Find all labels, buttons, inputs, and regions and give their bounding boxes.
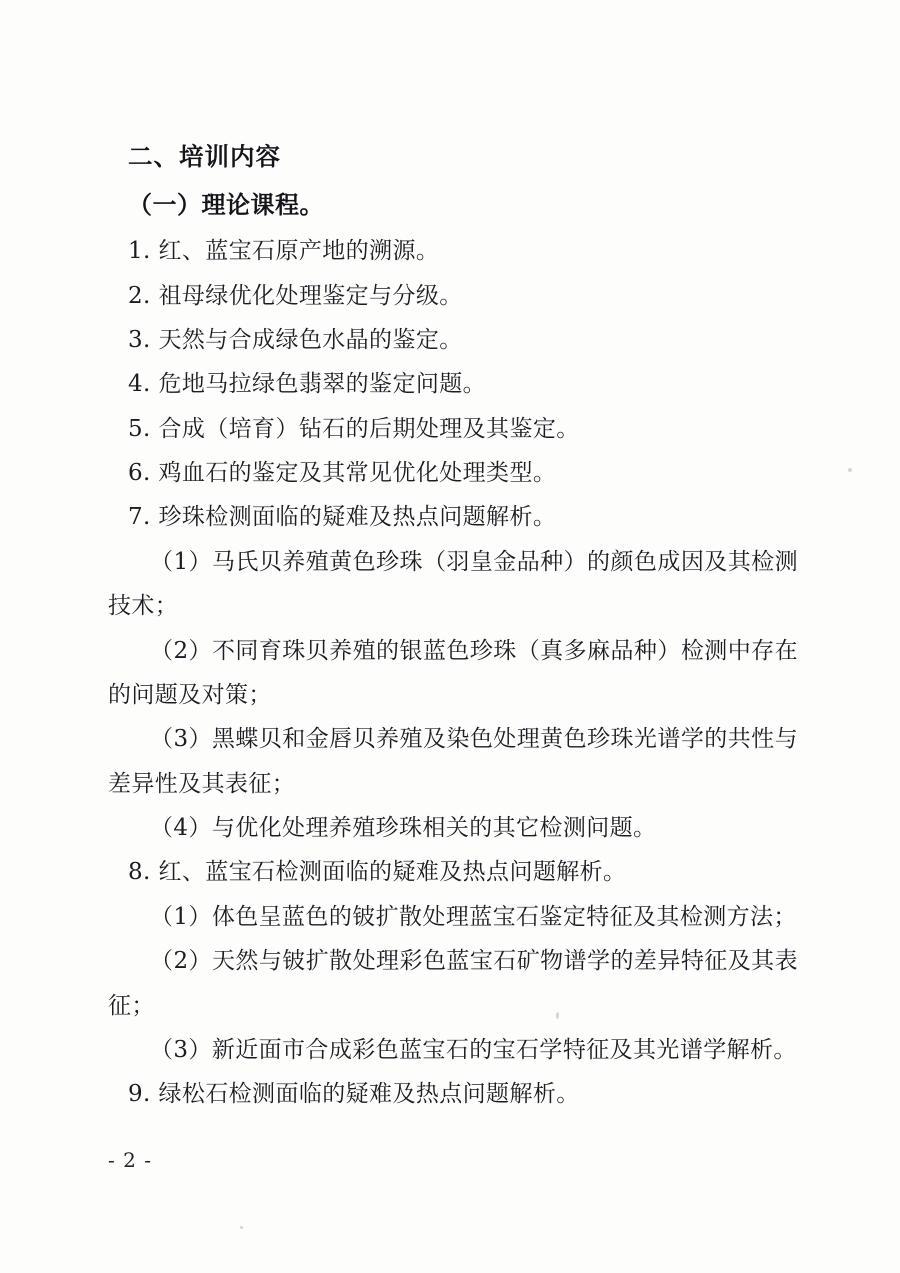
body-paragraph: 4. 危地马拉绿色翡翠的鉴定问题。 xyxy=(128,371,487,398)
body-paragraph: 6. 鸡血石的鉴定及其常见优化处理类型。 xyxy=(128,460,557,487)
document-body xyxy=(108,138,798,1117)
body-paragraph: （1）马氏贝养殖黄色珍珠（羽皇金品种）的颜色成因及其检测技术； xyxy=(108,548,798,620)
paper-speck xyxy=(240,1226,243,1229)
paper-speck xyxy=(848,468,852,472)
body-paragraph: （4）与优化处理养殖珍珠相关的其它检测问题。 xyxy=(150,815,657,842)
body-paragraph: （3）黑蝶贝和金唇贝养殖及染色处理黄色珍珠光谱学的共性与差异性及其表征； xyxy=(108,726,798,797)
body-paragraph: 3. 天然与合成绿色水晶的鉴定。 xyxy=(128,326,463,353)
body-paragraph: 7. 珍珠检测面临的疑难及热点问题解析。 xyxy=(128,504,557,531)
body-paragraph: 8. 红、蓝宝石检测面临的疑难及热点问题解析。 xyxy=(128,859,627,886)
body-paragraph: 9. 绿松石检测面临的疑难及热点问题解析。 xyxy=(128,1081,580,1108)
body-paragraph: 1. 红、蓝宝石原产地的溯源。 xyxy=(128,238,440,265)
body-paragraph: （1）体色呈蓝色的铍扩散处理蓝宝石鉴定特征及其检测方法； xyxy=(150,903,797,930)
body-paragraph: （2）天然与铍扩散处理彩色蓝宝石矿物谱学的差异特征及其表征； xyxy=(108,948,798,1019)
body-paragraph: （3）新近面市合成彩色蓝宝石的宝石学特征及其光谱学解析。 xyxy=(150,1036,797,1063)
body-paragraph: （2）不同育珠贝养殖的银蓝色珍珠（真多麻品种）检测中存在的问题及对策； xyxy=(108,637,798,708)
section-heading: 二、培训内容 xyxy=(128,142,281,171)
page-number: - 2 - xyxy=(108,1148,152,1172)
section-subheading: （一）理论课程。 xyxy=(128,189,324,219)
body-paragraph: 2. 祖母绿优化处理鉴定与分级。 xyxy=(128,282,463,309)
body-paragraph: 5. 合成（培育）钻石的后期处理及其鉴定。 xyxy=(128,415,580,442)
